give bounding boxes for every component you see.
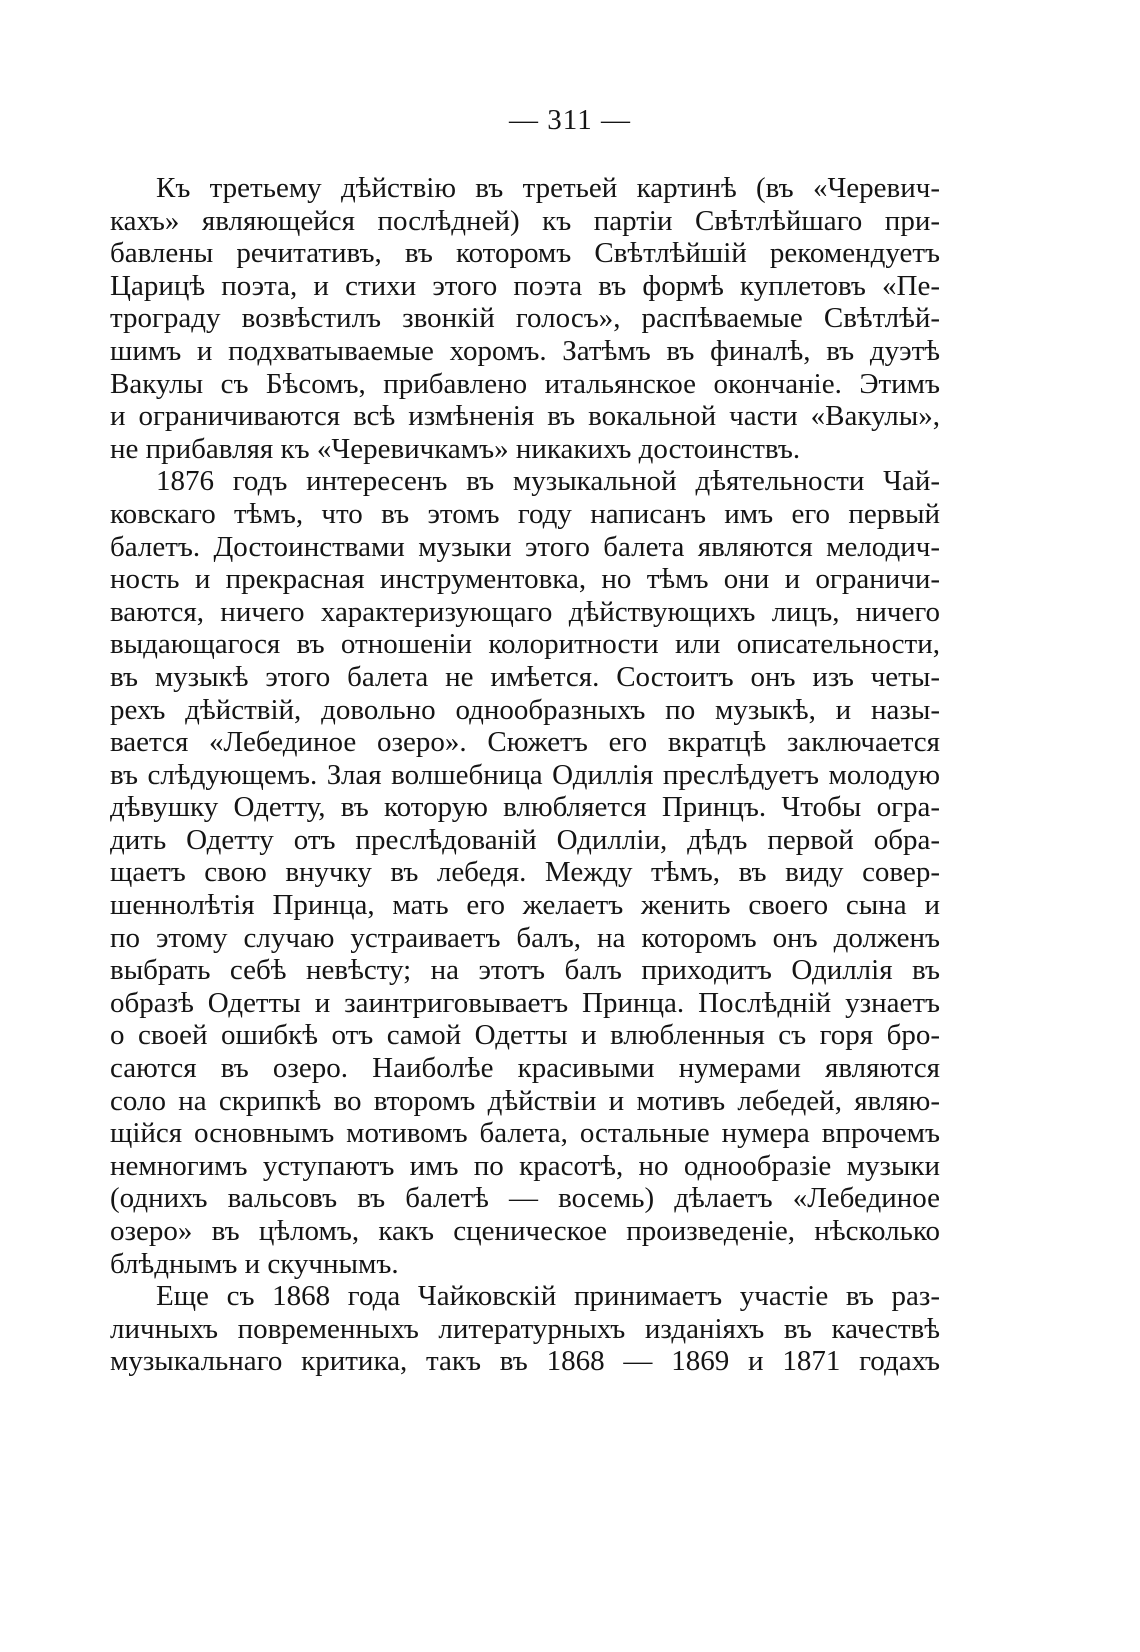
text-line: ковскаго тѣмъ, что въ этомъ году написанъ имъ его первый (110, 497, 940, 530)
text-line: и ограничиваются всѣ измѣненія въ вокальной части «Вакулы», (110, 400, 940, 433)
text-line: выдающагося въ отношеніи колоритности или описательности, (110, 628, 940, 661)
text-line: Царицѣ поэта, и стихи этого поэта въ формѣ куплетовъ «Пе- (110, 269, 940, 302)
text-line: дѣвушку Одетту, въ которую влюбляется Принцъ. Чтобы огра- (110, 791, 940, 824)
text-line: вается «Лебединое озеро». Сюжетъ его вкратцѣ заключается (110, 726, 940, 759)
text-line: образѣ Одетты и заинтриговываетъ Принца. Послѣдній узнаетъ (110, 986, 940, 1019)
text-line: о своей ошибкѣ отъ самой Одетты и влюбленныя съ горя бро- (110, 1019, 940, 1052)
text-line: щаетъ свою внучку въ лебедя. Между тѣмъ, въ виду совер- (110, 856, 940, 889)
text-line: трограду возвѣстилъ звонкій голосъ», распѣваемые Свѣтлѣй- (110, 302, 940, 335)
text-line: бавлены речитативъ, въ которомъ Свѣтлѣйшій рекомендуетъ (110, 237, 940, 270)
text-line: Къ третьему дѣйствію въ третьей картинѣ (въ «Черевич- (156, 172, 940, 204)
text-line: балетъ. Достоинствами музыки этого балета являются мелодич- (110, 530, 940, 563)
text-line: (однихъ вальсовъ въ балетѣ — восемь) дѣлаетъ «Лебединое (110, 1182, 940, 1215)
text-line: въ слѣдующемъ. Злая волшебница Одиллія преслѣдуетъ молодую (110, 758, 940, 791)
text-line: озеро» въ цѣломъ, какъ сценическое произведеніе, нѣсколько (110, 1215, 940, 1247)
text-line: шеннолѣтія Принца, мать его желаетъ женить своего сына и (110, 889, 940, 922)
text-line: ность и прекрасная инструментовка, но тѣмъ они и ограничи- (110, 563, 940, 596)
text-line: дить Одетту отъ преслѣдованій Одилліи, дѣдъ первой обра- (110, 823, 940, 856)
text-line: 1876 годъ интересенъ въ музыкальной дѣятельности Чай- (156, 465, 940, 498)
text-line: въ музыкѣ этого балета не имѣется. Состоитъ онъ изъ четы- (110, 660, 940, 693)
text-line: по этому случаю устраиваетъ балъ, на которомъ онъ долженъ (110, 921, 940, 954)
text-line: щійся основнымъ мотивомъ балета, остальные нумера впрочемъ (110, 1117, 940, 1150)
text-line: рехъ дѣйствій, довольно однообразныхъ по музыкѣ, и назы- (110, 693, 940, 726)
text-line: Вакулы съ Бѣсомъ, прибавлено итальянское окончаніе. Этимъ (110, 367, 940, 400)
text-line: не прибавляя къ «Черевичкамъ» никакихъ достоинствъ. (110, 432, 801, 465)
text-line: ваются, ничего характеризующаго дѣйствующихъ лицъ, ничего (110, 595, 940, 628)
text-line: музыкальнаго критика, такъ въ 1868 — 1869 и 1871 годахъ (110, 1345, 940, 1378)
page-number: — 311 — (509, 104, 631, 136)
text-line: выбрать себѣ невѣсту; на этотъ балъ приходитъ Одиллія въ (110, 954, 940, 987)
text-line: кахъ» являющейся послѣдней) къ партіи Свѣтлѣйшаго при- (110, 204, 940, 237)
text-line: саются въ озеро. Наиболѣе красивыми нумерами являются (110, 1052, 940, 1085)
text-line: соло на скрипкѣ во второмъ дѣйствіи и мотивъ лебедей, являю- (110, 1084, 940, 1117)
text-line: блѣднымъ и скучнымъ. (110, 1247, 399, 1280)
text-line: немногимъ уступаютъ имъ по красотѣ, но однообразіе музыки (110, 1149, 940, 1182)
text-line: личныхъ повременныхъ литературныхъ изданіяхъ въ качествѣ (110, 1312, 940, 1345)
text-line: шимъ и подхватываемые хоромъ. Затѣмъ въ финалѣ, въ дуэтѣ (110, 334, 940, 367)
text-line: Еще съ 1868 года Чайковскій принимаетъ участіе въ раз- (156, 1280, 940, 1313)
body-text (110, 172, 940, 1378)
